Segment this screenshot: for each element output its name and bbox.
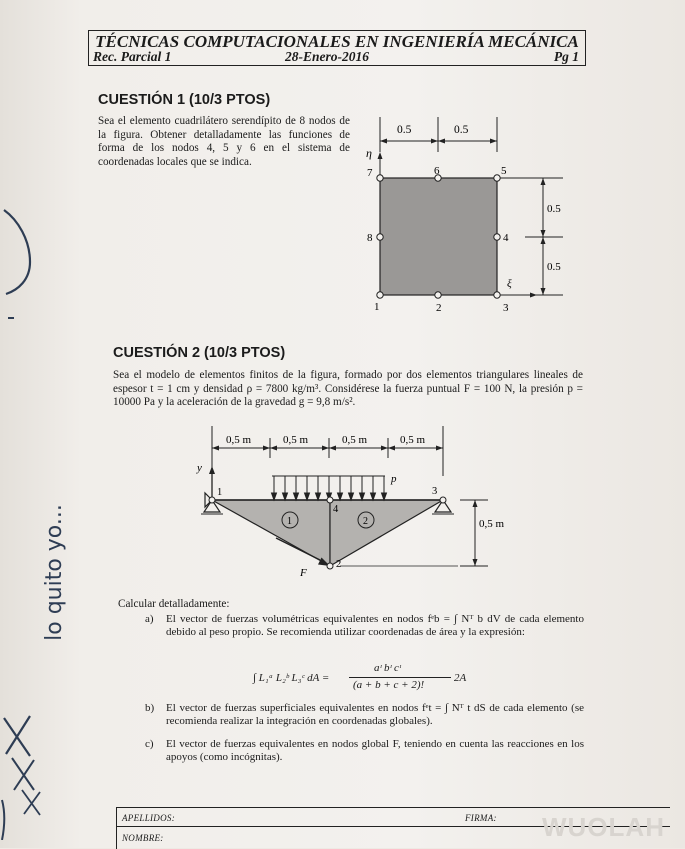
element-1-label: 1 — [287, 516, 292, 527]
xi-label: ξ — [507, 278, 512, 290]
handwritten-marks — [0, 160, 60, 840]
q2-heading: CUESTIÓN 2 (10/3 PTOS) — [113, 345, 286, 361]
formula-right: 2A — [454, 672, 467, 684]
node-5 — [494, 175, 500, 181]
item-b-label: b) — [145, 702, 155, 714]
dim-1: 0,5 m — [226, 434, 252, 446]
force-label: F — [300, 567, 307, 579]
node-8-label: 8 — [367, 232, 373, 244]
node-3-label: 3 — [503, 302, 509, 314]
item-c — [145, 738, 584, 765]
node-1-label: 1 — [217, 487, 223, 498]
dim-right-1: 0.5 — [547, 203, 561, 215]
item-a-text: El vector de fuerzas volumétricas equivalentes en nodos fᵉb = ∫ Nᵀ b dV de cada elemento debido al peso propio. Se recomienda utilizar coordenadas de área y la expresión: — [166, 613, 584, 639]
dim-top-1: 0.5 — [397, 124, 412, 136]
node-2 — [435, 292, 441, 298]
node-1 — [209, 497, 215, 503]
nombre-label: NOMBRE: — [122, 833, 164, 843]
node-4-label: 4 — [333, 504, 339, 515]
item-c-text: El vector de fuerzas equivalentes en nodos global F, teniendo en cuenta las reacciones en los apoyos (como incógnitas). — [166, 738, 584, 764]
item-a — [145, 613, 584, 640]
y-axis-label: y — [197, 462, 202, 474]
node-2-label: 2 — [336, 559, 342, 570]
node-2-label: 2 — [436, 302, 442, 314]
formula-left: ∫ L₁ᵃ L₂ᵇ L₃ᶜ dA = — [253, 672, 330, 684]
item-b-text: El vector de fuerzas superficiales equivalentes en nodos fᵉt = ∫ Nᵀ t dS de cada elemento (se recomienda realizar la integración en coordenadas globales). — [166, 702, 584, 728]
exam-header — [88, 30, 586, 66]
q1-element-figure — [355, 110, 585, 320]
dim-right-2: 0.5 — [547, 261, 561, 273]
q1-text: Sea el elemento cuadrilátero serendípito de 8 nodos de la figura. Obtener detalladamente las funciones de forma de los nodos 4, 5 y 6 en el sistema de coordenadas locales que se indica. — [98, 115, 350, 168]
page-number: Pg 1 — [553, 49, 579, 64]
watermark: WUOLAH — [542, 812, 665, 842]
calc-text: Calcular detalladamente: — [118, 598, 230, 610]
firma-label: FIRMA: — [465, 813, 497, 823]
dim-3: 0,5 m — [342, 434, 368, 446]
element-2 — [330, 500, 443, 566]
formula-den: (a + b + c + 2)! — [353, 679, 425, 691]
item-c-label: c) — [145, 738, 154, 750]
node-3-label: 3 — [432, 486, 438, 497]
dim-2: 0,5 m — [283, 434, 309, 446]
node-4 — [327, 497, 333, 503]
element-square — [380, 178, 497, 295]
dim-top-2: 0.5 — [454, 124, 469, 136]
exam-type: Rec. Parcial 1 — [93, 49, 172, 64]
element-2-label: 2 — [363, 516, 368, 527]
node-5-label: 5 — [501, 165, 507, 177]
item-b — [145, 702, 584, 729]
node-2 — [327, 563, 333, 569]
node-3 — [494, 292, 500, 298]
exam-date: 28-Enero-2016 — [285, 49, 369, 64]
handwritten-note: lo quito yo... — [41, 504, 67, 641]
item-a-label: a) — [145, 613, 154, 625]
node-1-label: 1 — [374, 301, 380, 313]
node-7 — [377, 175, 383, 181]
q2-fem-figure — [185, 420, 520, 585]
course-title: TÉCNICAS COMPUTACIONALES EN INGENIERÍA MECÁNICA — [95, 32, 579, 51]
apellidos-label: APELLIDOS: — [122, 813, 175, 823]
height-dim: 0,5 m — [479, 518, 505, 530]
eta-label: η — [366, 146, 372, 160]
formula-num: aᶦ bᶦ cᶦ — [374, 662, 401, 674]
dim-4: 0,5 m — [400, 434, 426, 446]
node-3 — [440, 497, 446, 503]
node-8 — [377, 234, 383, 240]
node-4 — [494, 234, 500, 240]
node-1 — [377, 292, 383, 298]
q1-heading: CUESTIÓN 1 (10/3 PTOS) — [98, 92, 271, 108]
node-7-label: 7 — [367, 167, 373, 179]
pressure-label: p — [391, 473, 397, 485]
node-6-label: 6 — [434, 165, 440, 177]
node-4-label: 4 — [503, 232, 509, 244]
q2-intro: Sea el modelo de elementos finitos de la figura, formado por dos elementos triangulares lineales de espesor t = 1 cm y densidad ρ = 7800 kg/m³. Considérese la fuerza puntual F = 100 N, la presión p = 10000 Pa y la aceleración de la gravedad g = 9,8 m/s². — [113, 369, 583, 409]
